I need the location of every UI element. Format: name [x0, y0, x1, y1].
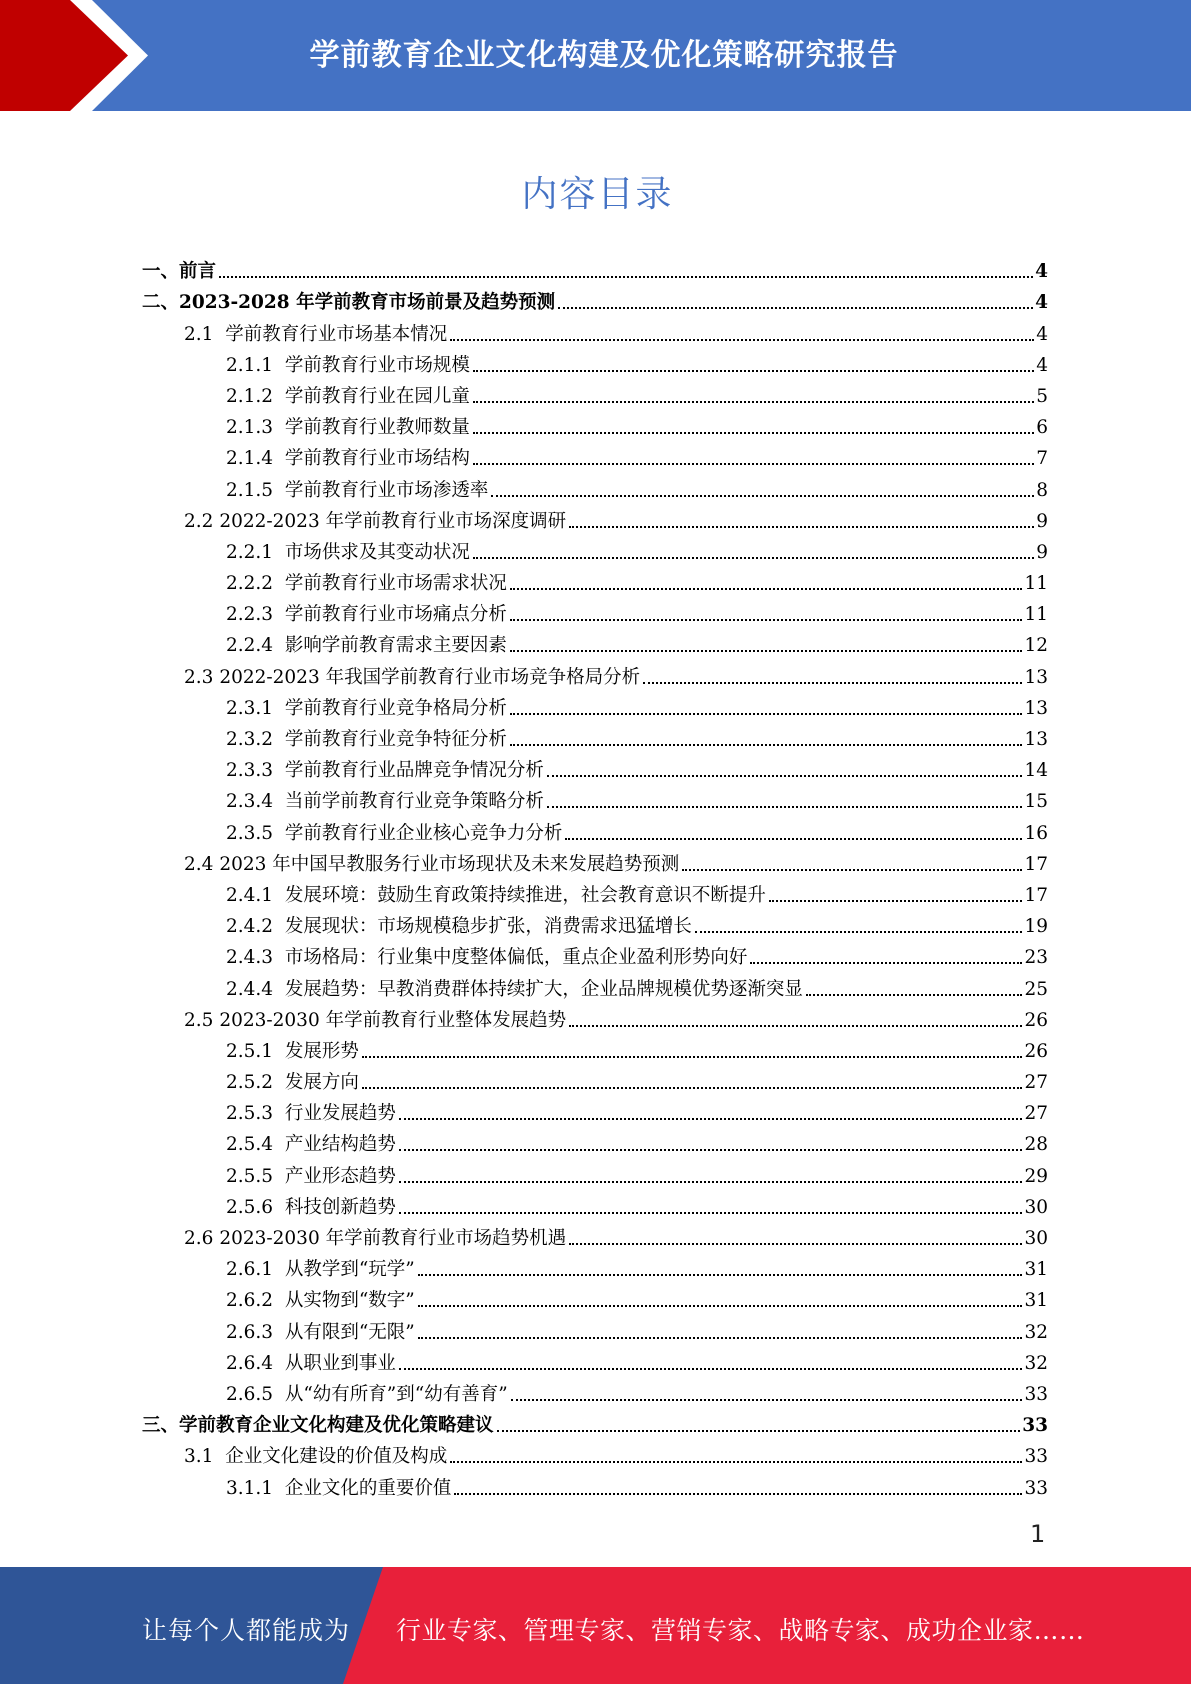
toc-entry-label: 产业结构趋势 [284, 1134, 396, 1156]
toc-entry-page: 7 [1036, 448, 1048, 470]
toc-entry-number: 2.6.5 [226, 1383, 285, 1405]
toc-dot-leader [450, 339, 1034, 341]
toc-entry[interactable] [142, 535, 1048, 566]
toc-entry[interactable] [142, 1127, 1048, 1158]
toc-entry-label: 学前教育行业市场结构 [284, 448, 470, 470]
toc-entry-page: 4 [1036, 323, 1048, 345]
toc-entry-number: 2.1.3 [226, 417, 285, 439]
toc-entry[interactable] [142, 815, 1048, 846]
toc-entry-label: 2023-2030 年学前教育行业市场趋势机遇 [219, 1228, 567, 1249]
toc-entry[interactable] [142, 909, 1048, 940]
toc-entry-label: 学前教育行业市场规模 [284, 354, 470, 376]
toc-dot-leader [510, 713, 1023, 715]
toc-entry-page: 5 [1036, 385, 1048, 407]
toc-dot-leader [399, 1149, 1023, 1151]
toc-entry-page: 29 [1024, 1165, 1048, 1187]
toc-entry[interactable] [142, 1252, 1048, 1283]
toc-dot-leader [418, 1337, 1023, 1339]
toc-dot-leader [362, 1056, 1023, 1058]
toc-entry-number: 2.2.2 [226, 573, 285, 595]
toc-entry[interactable] [142, 753, 1048, 784]
toc-dot-leader [418, 1274, 1023, 1276]
toc-entry-label: 发展形势 [284, 1040, 359, 1062]
toc-entry[interactable] [142, 1314, 1048, 1345]
toc-entry[interactable] [142, 1221, 1048, 1252]
toc-entry-page: 14 [1024, 760, 1048, 782]
toc-entry-page: 30 [1024, 1196, 1048, 1218]
toc-entry[interactable] [142, 659, 1048, 690]
toc-entry-label: 发展趋势：早教消费群体持续扩大，企业品牌规模优势逐渐突显 [284, 978, 803, 1000]
toc-entry-label: 学前教育行业市场需求状况 [284, 573, 507, 595]
toc-entry-number: 2.1.5 [226, 479, 285, 501]
toc-entry[interactable] [142, 410, 1048, 441]
toc-dot-leader [473, 463, 1034, 465]
toc-entry[interactable] [142, 1470, 1048, 1501]
toc-dot-leader [569, 1025, 1022, 1027]
toc-entry[interactable] [142, 1439, 1048, 1470]
toc-entry-page: 4 [1035, 261, 1048, 283]
toc-entry-label: 学前教育行业市场痛点分析 [284, 604, 507, 626]
toc-entry-label: 企业文化建设的价值及构成 [225, 1446, 448, 1468]
toc-entry-label: 学前教育行业竞争特征分析 [284, 729, 507, 750]
toc-entry-label: 学前教育行业企业核心竞争力分析 [284, 822, 563, 844]
toc-entry-page: 11 [1024, 573, 1048, 595]
toc-dot-leader [511, 1399, 1023, 1401]
toc-entry-number: 2.4.1 [226, 884, 285, 906]
toc-dot-leader [510, 744, 1023, 746]
toc-entry-page: 31 [1024, 1290, 1048, 1312]
toc-entry[interactable] [142, 348, 1048, 379]
toc-entry-number: 2.1.2 [226, 385, 285, 407]
toc-entry[interactable] [142, 1158, 1048, 1189]
toc-entry-label: 科技创新趋势 [284, 1196, 396, 1218]
toc-dot-leader [682, 869, 1022, 871]
toc-entry[interactable] [142, 1096, 1048, 1127]
toc-entry-label: 2022-2023 年学前教育行业市场深度调研 [219, 510, 567, 532]
toc-entry-number: 2.1.1 [226, 354, 285, 376]
toc-entry-page: 27 [1024, 1103, 1048, 1125]
toc-entry-number: 2.5.6 [226, 1196, 285, 1218]
toc-entry-page: 17 [1024, 884, 1048, 906]
toc-entry-page: 17 [1024, 853, 1048, 875]
toc-entry-number: 2.4 [184, 853, 220, 875]
toc-entry-page: 6 [1036, 417, 1048, 439]
toc-dot-leader [558, 307, 1033, 309]
toc-entry-number: 2.6.2 [226, 1290, 285, 1312]
toc-dot-leader [510, 619, 1023, 621]
toc-dot-leader [454, 1493, 1022, 1495]
toc-entry-number: 2.6.3 [226, 1321, 285, 1343]
toc-entry-label: 发展现状：市场规模稳步扩张，消费需求迅猛增长 [284, 916, 692, 938]
toc-entry[interactable] [142, 1346, 1048, 1377]
toc-entry[interactable] [142, 628, 1048, 659]
toc-dot-leader [399, 1118, 1023, 1120]
toc-entry-page: 13 [1024, 729, 1048, 750]
toc-entry[interactable] [142, 566, 1048, 597]
toc-entry-label: 学前教育行业教师数量 [284, 417, 470, 439]
toc-entry[interactable] [142, 971, 1048, 1002]
toc-entry-label: 从实物到“数字” [284, 1290, 415, 1312]
toc-dot-leader [399, 1368, 1023, 1370]
toc-dot-leader [695, 931, 1023, 933]
toc-entry-label: 从“幼有所育”到“幼有善育” [284, 1383, 508, 1405]
toc-entry-number: 3.1 [184, 1446, 226, 1468]
toc-entry-number: 2.4.2 [226, 916, 285, 938]
toc-dot-leader [491, 495, 1034, 497]
toc-entry-label: 学前教育行业在园儿童 [284, 385, 470, 407]
toc-entry-number: 2.3.2 [226, 729, 285, 750]
toc-entry-number: 2.6.1 [226, 1259, 285, 1281]
toc-entry[interactable] [142, 316, 1048, 347]
toc-entry[interactable] [142, 1283, 1048, 1314]
toc-entry-label: 行业发展趋势 [284, 1103, 396, 1125]
toc-entry-label: 2023 年中国早教服务行业市场现状及未来发展趋势预测 [219, 853, 680, 875]
toc-dot-leader [473, 557, 1034, 559]
toc-entry[interactable] [142, 254, 1048, 285]
toc-title: 内容目录 [521, 174, 674, 215]
toc-entry-number: 2.3.3 [226, 760, 285, 782]
toc-entry-number: 2.1.4 [226, 448, 285, 470]
toc-entry-page: 26 [1024, 1040, 1048, 1062]
toc-entry-page: 16 [1024, 822, 1048, 844]
toc-entry[interactable] [142, 379, 1048, 410]
toc-dot-leader [565, 838, 1022, 840]
toc-entry[interactable] [142, 472, 1048, 503]
toc-entry-number: 2.1 [184, 323, 226, 345]
toc-entry[interactable] [142, 1034, 1048, 1065]
toc-entry-page: 28 [1024, 1134, 1048, 1156]
toc-dot-leader [399, 1212, 1023, 1214]
toc-entry-page: 32 [1024, 1321, 1048, 1343]
toc-entry-page: 11 [1024, 604, 1048, 626]
toc-entry-label: 学前教育行业竞争格局分析 [284, 697, 507, 719]
toc-entry-number: 一、 [142, 261, 180, 283]
toc-entry-number: 2.5.5 [226, 1165, 285, 1187]
toc-entry-page: 19 [1024, 916, 1048, 938]
toc-entry-page: 26 [1024, 1009, 1048, 1031]
toc-entry-page: 13 [1024, 697, 1048, 719]
toc-entry[interactable] [142, 722, 1048, 753]
toc-entry-label: 从职业到事业 [284, 1352, 396, 1374]
toc-entry-page: 27 [1024, 1072, 1048, 1094]
toc-entry[interactable] [142, 940, 1048, 971]
toc-dot-leader [643, 682, 1022, 684]
toc-entry-page: 8 [1036, 479, 1048, 501]
toc-entry-number: 2.5 [184, 1009, 220, 1031]
toc-dot-leader [806, 994, 1023, 996]
toc-entry-number: 2.2 [184, 510, 220, 532]
toc-entry-label: 前言 [179, 261, 217, 283]
toc-entry[interactable] [142, 878, 1048, 909]
toc-entry-number: 2.3.4 [226, 791, 285, 813]
page-number: 1 [1030, 1520, 1046, 1548]
toc-entry-label: 2022-2023 年我国学前教育行业市场竞争格局分析 [219, 666, 641, 688]
toc-entry-number: 三、 [142, 1415, 180, 1437]
toc-entry-label: 学前教育行业市场渗透率 [284, 479, 489, 501]
toc-entry[interactable] [142, 847, 1048, 878]
toc-dot-leader [473, 432, 1034, 434]
page-footer [0, 1567, 1191, 1684]
toc-entry-label: 学前教育企业文化构建及优化策略建议 [179, 1415, 494, 1437]
toc-entry-number: 2.2.4 [226, 635, 285, 657]
toc-entry-label: 影响学前教育需求主要因素 [284, 635, 507, 657]
toc-entry-page: 32 [1024, 1352, 1048, 1374]
toc-dot-leader [769, 900, 1023, 902]
toc-entry-page: 30 [1024, 1228, 1048, 1249]
toc-entry-label: 从教学到“玩学” [284, 1259, 415, 1281]
toc-entry-number: 2.5.3 [226, 1103, 285, 1125]
toc-entry-number: 2.6.4 [226, 1352, 285, 1374]
toc-dot-leader [510, 588, 1023, 590]
footer-slogan-right: 行业专家、管理专家、营销专家、战略专家、成功企业家…… [396, 1616, 1085, 1645]
toc-entry-page: 33 [1024, 1383, 1048, 1405]
toc-entry-number: 2.5.4 [226, 1134, 285, 1156]
toc-entry-label: 2023-2028 年学前教育市场前景及趋势预测 [179, 292, 556, 314]
toc-entry-number: 2.2.3 [226, 604, 285, 626]
toc-dot-leader [750, 962, 1022, 964]
toc-dot-leader [418, 1305, 1023, 1307]
footer-slogan-left: 让每个人都能成为 [142, 1616, 351, 1645]
toc-entry-page: 33 [1024, 1477, 1048, 1499]
toc-entry-page: 15 [1024, 791, 1048, 813]
table-of-contents [142, 254, 1048, 1502]
toc-dot-leader [510, 650, 1023, 652]
toc-entry-page: 13 [1024, 666, 1048, 688]
toc-entry-label: 市场供求及其变动状况 [284, 541, 470, 563]
toc-entry-page: 31 [1024, 1259, 1048, 1281]
toc-entry-number: 3.1.1 [226, 1477, 285, 1499]
toc-entry[interactable] [142, 784, 1048, 815]
toc-entry-number: 2.5.2 [226, 1072, 285, 1094]
toc-entry-number: 2.5.1 [226, 1040, 285, 1062]
toc-entry-label: 企业文化的重要价值 [284, 1477, 452, 1499]
toc-entry-page: 9 [1036, 510, 1048, 532]
toc-entry[interactable] [142, 1408, 1048, 1439]
toc-dot-leader [473, 401, 1034, 403]
toc-entry-page: 12 [1024, 635, 1048, 657]
toc-entry[interactable] [142, 285, 1048, 316]
toc-dot-leader [362, 1087, 1023, 1089]
toc-entry-page: 25 [1024, 978, 1048, 1000]
toc-entry-page: 4 [1035, 292, 1048, 314]
toc-entry-label: 学前教育行业市场基本情况 [225, 323, 448, 345]
toc-entry-label: 2023-2030 年学前教育行业整体发展趋势 [219, 1009, 567, 1031]
toc-entry-page: 9 [1036, 541, 1048, 563]
toc-entry-label: 发展环境：鼓励生育政策持续推进，社会教育意识不断提升 [284, 884, 766, 906]
toc-entry-number: 2.3 [184, 666, 220, 688]
toc-entry-number: 2.4.4 [226, 978, 285, 1000]
toc-dot-leader [569, 1243, 1022, 1245]
toc-entry[interactable] [142, 1003, 1048, 1034]
toc-dot-leader [569, 526, 1034, 528]
toc-entry-number: 2.3.5 [226, 822, 285, 844]
toc-entry-label: 从有限到“无限” [284, 1321, 415, 1343]
toc-entry[interactable] [142, 597, 1048, 628]
toc-entry[interactable] [142, 504, 1048, 535]
toc-entry-number: 2.6 [184, 1228, 220, 1249]
toc-entry[interactable] [142, 691, 1048, 722]
toc-entry-label: 当前学前教育行业竞争策略分析 [284, 791, 544, 813]
toc-entry-page: 33 [1024, 1446, 1048, 1468]
toc-entry-label: 产业形态趋势 [284, 1165, 396, 1187]
toc-entry-number: 2.2.1 [226, 541, 285, 563]
toc-entry[interactable] [142, 1190, 1048, 1221]
toc-dot-leader [473, 370, 1034, 372]
toc-dot-leader [450, 1461, 1022, 1463]
toc-entry-label: 市场格局：行业集中度整体偏低，重点企业盈利形势向好 [284, 947, 748, 969]
toc-entry-number: 2.3.1 [226, 697, 285, 719]
toc-entry-page: 23 [1024, 947, 1048, 969]
toc-entry[interactable] [142, 1065, 1048, 1096]
toc-dot-leader [547, 806, 1023, 808]
toc-entry-page: 33 [1022, 1415, 1048, 1437]
page-header [0, 0, 1191, 111]
toc-dot-leader [399, 1181, 1023, 1183]
toc-entry[interactable] [142, 441, 1048, 472]
toc-dot-leader [497, 1430, 1021, 1432]
report-title: 学前教育企业文化构建及优化策略研究报告 [309, 38, 899, 73]
toc-entry-number: 二、 [142, 292, 180, 314]
toc-entry-number: 2.4.3 [226, 947, 285, 969]
toc-entry[interactable] [142, 1377, 1048, 1408]
toc-entry-label: 发展方向 [284, 1072, 359, 1094]
toc-entry-label: 学前教育行业品牌竞争情况分析 [284, 760, 544, 782]
toc-dot-leader [547, 775, 1023, 777]
toc-entry-page: 4 [1036, 354, 1048, 376]
toc-dot-leader [219, 276, 1033, 278]
